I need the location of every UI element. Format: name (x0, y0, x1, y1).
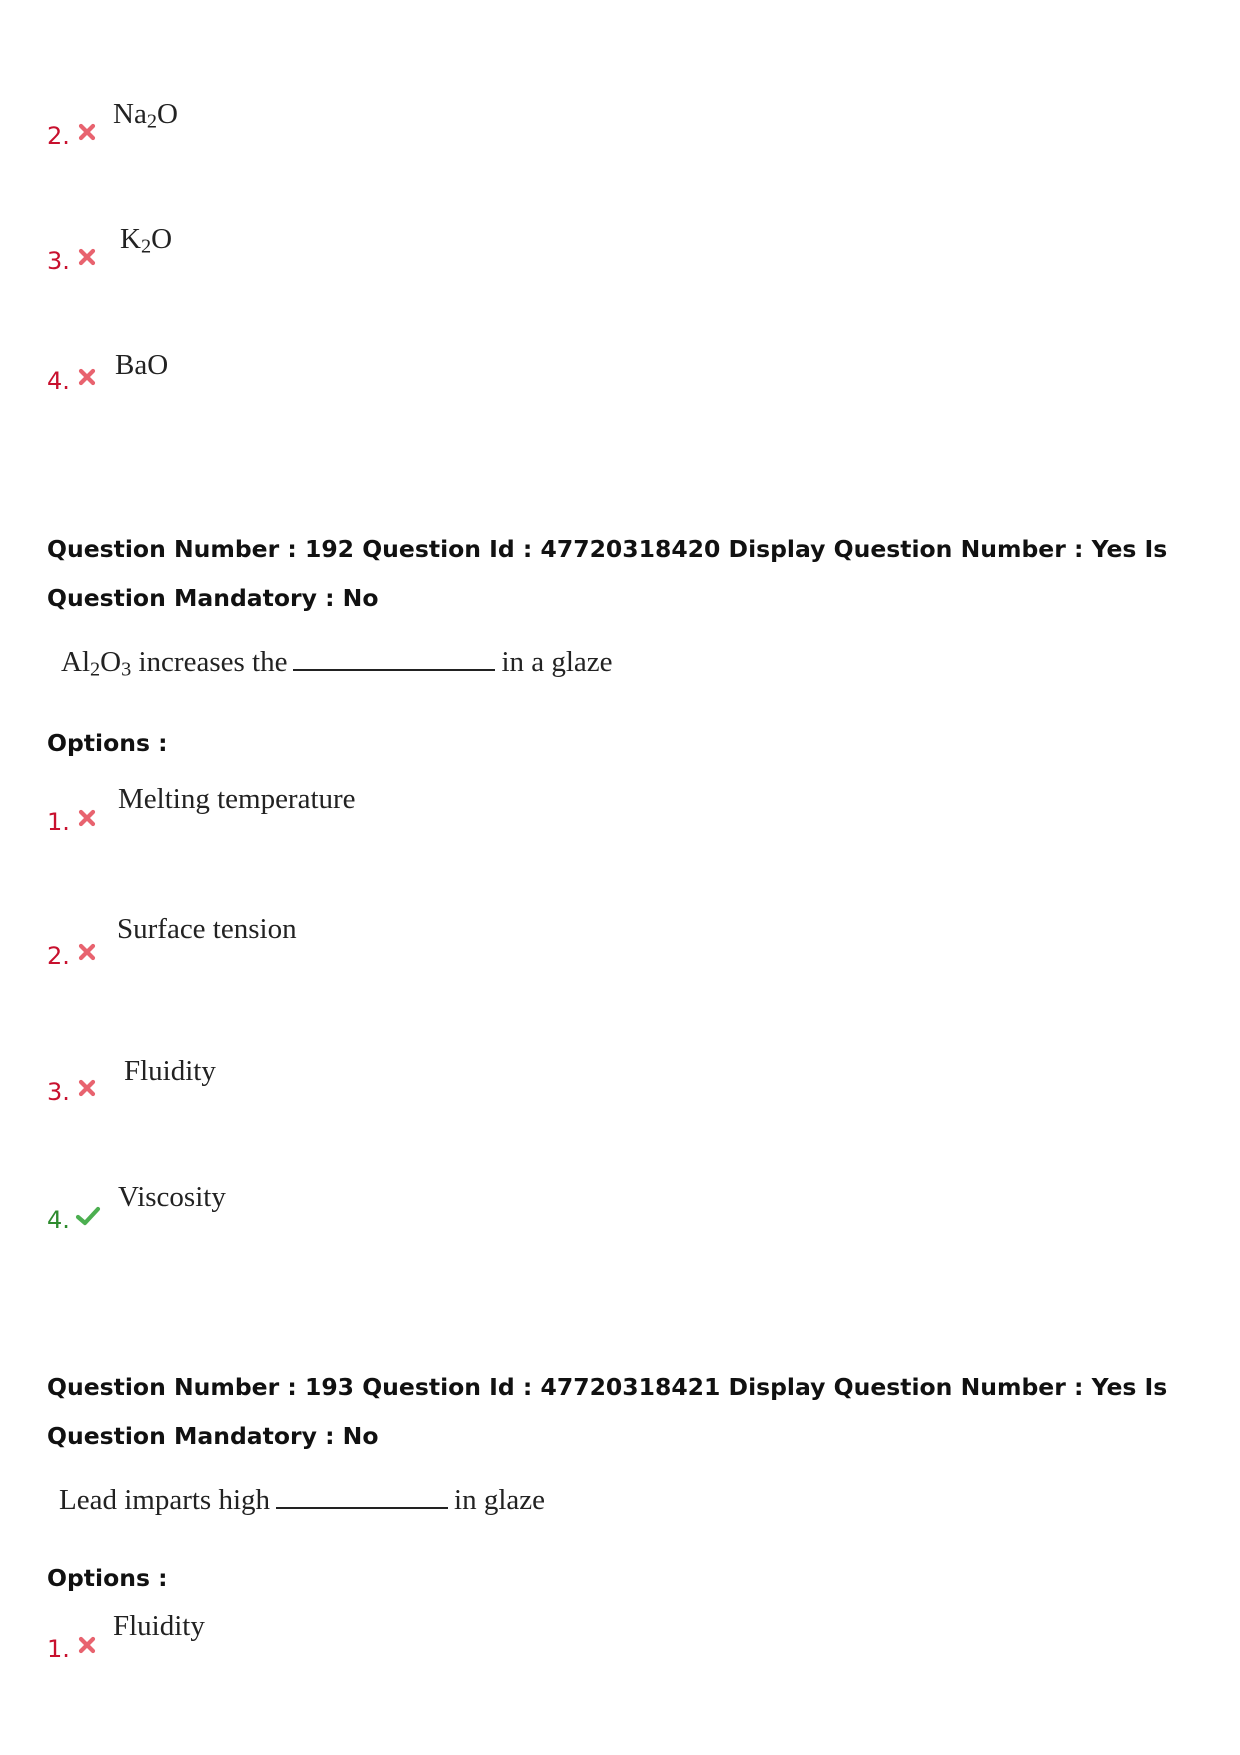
option-number: 4. (47, 367, 70, 395)
option-text: Fluidity (124, 1055, 216, 1087)
option-text (115, 348, 168, 382)
answer-blank (293, 643, 495, 671)
option-number: 2. (47, 122, 70, 150)
question-header: Question Number : 192 Question Id : 47720318420 Display Question Number : Yes Is Question Mandatory : No (47, 535, 1168, 612)
stem-text: in a glaze (501, 646, 613, 678)
option-text-tail: O (151, 223, 173, 255)
stem-subscript: 2 (90, 658, 101, 681)
stem-subscript: 3 (121, 658, 132, 681)
question-stem (59, 1481, 545, 1517)
cross-icon (76, 1634, 98, 1656)
option-text-main: Na (113, 98, 147, 130)
options-label: Options : (47, 729, 168, 757)
option-number: 3. (47, 247, 70, 275)
option-number: 3. (47, 1078, 70, 1106)
stem-text: Lead imparts high (59, 1484, 271, 1516)
check-icon (75, 1205, 101, 1227)
option-number: 1. (47, 1635, 70, 1663)
answer-blank (276, 1481, 448, 1509)
stem-text: O (100, 646, 122, 678)
stem-text: Al (61, 646, 90, 678)
question-stem (61, 643, 613, 679)
option-text: Fluidity (113, 1610, 205, 1642)
cross-icon (76, 807, 98, 829)
option-text-tail: O (156, 98, 178, 130)
cross-icon (76, 121, 98, 143)
options-label: Options : (47, 1564, 168, 1592)
option-text: Viscosity (118, 1181, 226, 1213)
option-number: 2. (47, 942, 70, 970)
option-number: 4. (47, 1206, 70, 1234)
option-text-main: K (120, 223, 141, 255)
option-text-subscript: 2 (140, 235, 152, 258)
option-text (113, 97, 178, 131)
stem-text: in glaze (454, 1484, 545, 1516)
cross-icon (76, 366, 98, 388)
cross-icon (76, 941, 98, 963)
option-number: 1. (47, 808, 70, 836)
option-text: Surface tension (117, 913, 297, 945)
option-text: Melting temperature (118, 783, 356, 815)
cross-icon (76, 246, 98, 268)
question-header: Question Number : 193 Question Id : 47720318421 Display Question Number : Yes Is Question Mandatory : No (47, 1373, 1168, 1450)
stem-text: increases the (131, 646, 288, 678)
option-text-subscript: 2 (146, 110, 157, 133)
option-text-main: BaO (115, 349, 169, 381)
cross-icon (76, 1077, 98, 1099)
option-text (120, 222, 172, 256)
